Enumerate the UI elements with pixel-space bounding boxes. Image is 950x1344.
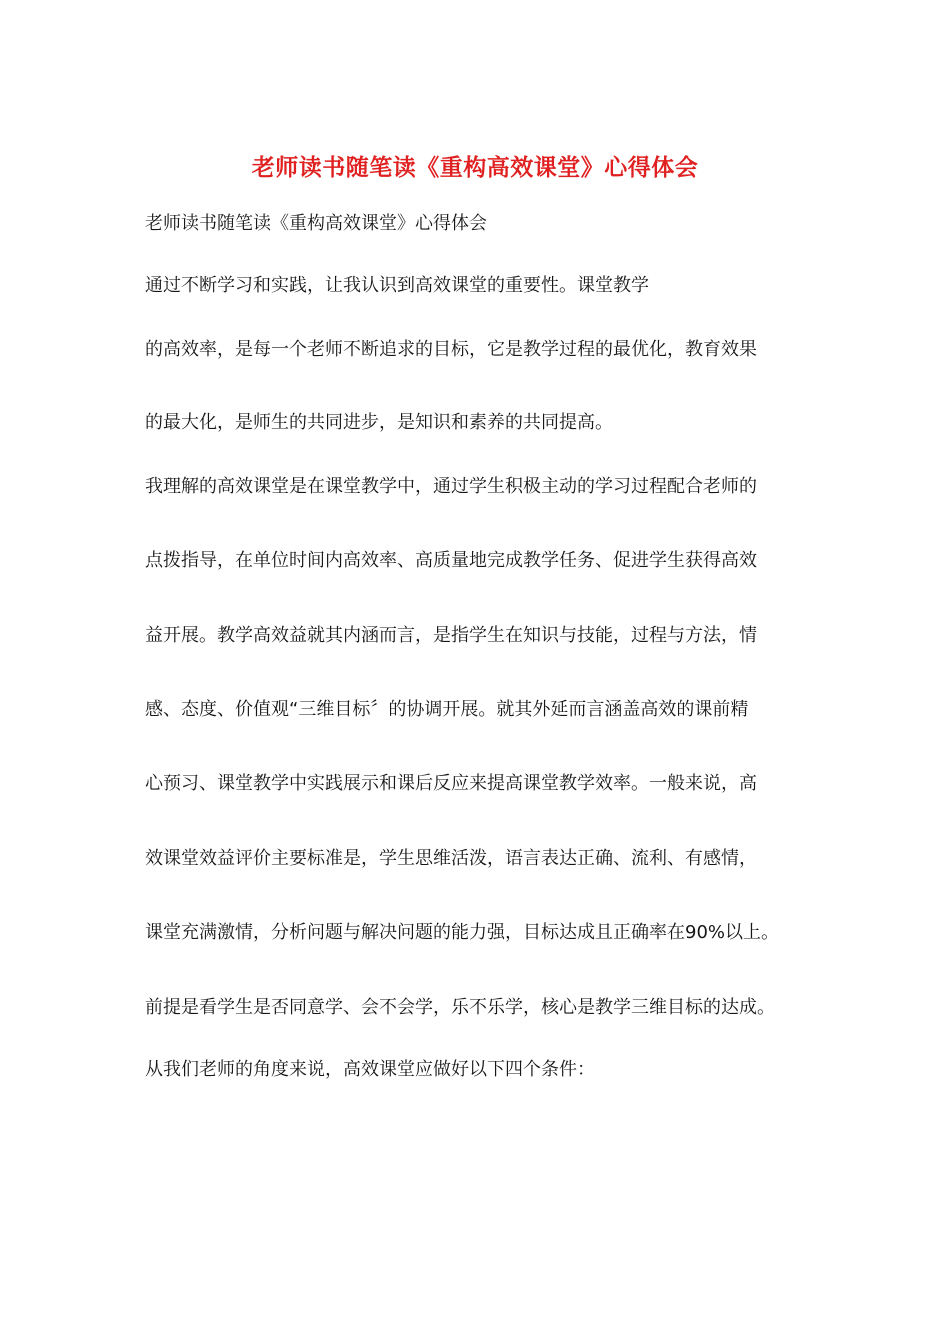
paragraph-line: 从我们老师的角度来说，高效课堂应做好以下四个条件： xyxy=(145,1059,595,1080)
paragraph-line: 我理解的高效课堂是在课堂教学中，通过学生积极主动的学习过程配合老师的 xyxy=(145,476,757,497)
paragraph-line: 课堂充满激情，分析问题与解决问题的能力强，目标达成且正确率在90%以上。 xyxy=(145,922,780,943)
paragraph-line: 心预习、课堂教学中实践展示和课后反应来提高课堂教学效率。一般来说，高 xyxy=(145,773,757,794)
paragraph-line: 效课堂效益评价主要标准是，学生思维活泼，语言表达正确、流利、有感情， xyxy=(145,848,757,869)
paragraph-line: 益开展。教学高效益就其内涵而言，是指学生在知识与技能，过程与方法，情 xyxy=(145,625,757,646)
paragraph-line: 的高效率，是每一个老师不断追求的目标，它是教学过程的最优化，教育效果 xyxy=(145,339,757,360)
paragraph-line: 点拨指导，在单位时间内高效率、高质量地完成教学任务、促进学生获得高效 xyxy=(145,550,757,571)
paragraph-line: 的最大化，是师生的共同进步，是知识和素养的共同提高。 xyxy=(145,412,613,433)
paragraph-line: 通过不断学习和实践，让我认识到高效课堂的重要性。课堂教学 xyxy=(145,275,649,296)
document-title: 老师读书随笔读《重构高效课堂》心得体会 xyxy=(251,154,699,181)
paragraph-line: 感、态度、价值观“三维目标〞的协调开展。就其外延而言涵盖高效的课前精 xyxy=(145,699,749,720)
paragraph-line: 前提是看学生是否同意学、会不会学，乐不乐学，核心是教学三维目标的达成。 xyxy=(145,997,775,1018)
paragraph-line: 老师读书随笔读《重构高效课堂》心得体会 xyxy=(145,213,487,234)
